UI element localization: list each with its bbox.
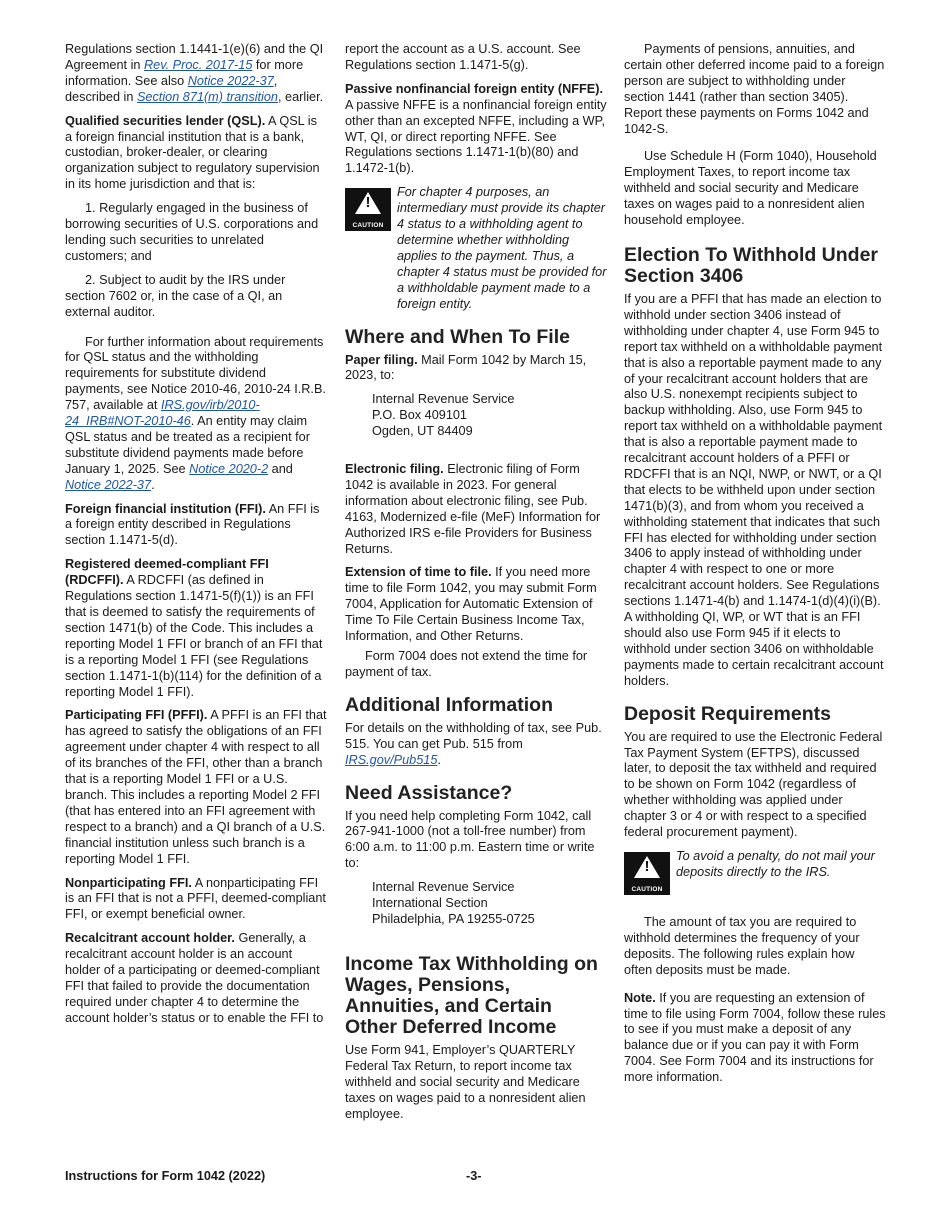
- qsl-item-2: 2. Subject to audit by the IRS under section 7602 or, in the case of a QI, an external auditor.: [65, 272, 286, 319]
- rdcffi-definition: Registered deemed-compliant FFI (RDCFFI). A RDCFFI (as defined in Regulations section 1.1471-5(f)(1)) is an FFI that is deemed to satisfy the requirements of section 1471(b) of the Code. This includes a reporting Model 1 FFI or branch of an FFI that is a reporting Model 1 FFI (see Regulations section 1.1471-1(b)(114) for the definition of a reporting Model 1 FFI).: [65, 557, 323, 699]
- extension-note: Note. If you are requesting an extension of time to file using Form 7004, follow these rules to see if you must make a deposit of any balance due or if you can pay it with Form 7004. See Form 7004 and its instructions for more information.: [624, 990, 886, 1085]
- additional-info-heading: Additional Information: [345, 693, 553, 716]
- footer-page-number: -3-: [466, 1169, 482, 1183]
- election-heading: Election To Withhold Under Section 3406: [624, 243, 879, 287]
- extension-heading: Extension of time to file.: [345, 565, 492, 580]
- nonparticipating-ffi-heading: Nonparticipating FFI.: [65, 875, 192, 890]
- pub515-link[interactable]: IRS.gov/Pub515: [345, 752, 438, 767]
- need-assistance-heading: Need Assistance?: [345, 781, 513, 804]
- schedule-h-paragraph: Use Schedule H (Form 1040), Household Employment Taxes, to report income tax withheld and social security and Medicare taxes on wages paid to a nonresident alien household employee.: [624, 149, 877, 228]
- caution-note-chapter4: [345, 185, 607, 312]
- qsl-item-1: 1. Regularly engaged in the business of borrowing securities of U.S. corporations and lending such securities to unrelated customers; and: [65, 201, 319, 263]
- income-tax-withholding-body: Use Form 941, Employer’s QUARTERLY Federal Tax Return, to report income tax withheld and social security and Medicare taxes on wages paid to a nonresident alien employee.: [345, 1042, 586, 1121]
- caution-icon: ! CAUTION: [624, 852, 670, 895]
- election-body: If you are a PFFI that has made an election to withhold under section 3406 instead of withholding under chapter 4, use Form 945 to report tax withheld on a withholdable payment that is also a reportable payment made to any of your recalcitrant account holders that are also U.S. nonexempt recipients subject to backup withholding. Also, use Form 945 to report tax withheld on a withholdable payment that is also a reportable payment made to recalcitrant account holders of a PFFI or RDCFFI that is an NQI, NWP, or NWT, or a QI that elects to be withheld upon under section 1471(b)(3), and from whom you received a withholding statement that indicates that such FFI has elected for withholding under section 3406 to apply instead of withholding under chapter 4 with respect to one or more recalcitrant account holders. See Regulations sections 1.1471-4(b) and 1.1474-1(d)(4)(i)(B). A withholding QI, WP, or WT that is an FFI should also use Form 945 if it elects to withhold under section 3406 on withholdable payments made to certain recalcitrant account holders.: [624, 291, 884, 688]
- nffe-heading: Passive nonfinancial foreign entity (NFFE).: [345, 81, 604, 96]
- notice-2022-37-link[interactable]: Notice 2022-37: [187, 73, 274, 88]
- income-tax-withholding-heading: Income Tax Withholding on Wages, Pensions, Annuities, and Certain Other Deferred Income: [345, 952, 598, 1038]
- caution-note-deposits: [624, 849, 886, 895]
- paper-filing-heading: Paper filing.: [345, 352, 418, 367]
- column-2: [345, 42, 607, 1130]
- deposit-requirements-heading: Deposit Requirements: [624, 702, 831, 725]
- recalcitrant-definition: Recalcitrant account holder. Generally, a recalcitrant account holder is an account holder of a participating or deemed-compliant FFI that failed to provide the documentation required under chapter 4 to determine the account holder’s status or to enable the FFI to: [65, 931, 324, 1025]
- nffe-definition: Passive nonfinancial foreign entity (NFFE). A passive NFFE is a nonfinancial foreign entity other than an excepted NFFE, including a WP, WT, QI, or direct reporting NFFE. See Regulations sections 1.1471-1(b)(80) and 1.1472-1(b).: [345, 81, 607, 176]
- column-3: [624, 42, 886, 1094]
- need-assistance-body: If you need help completing Form 1042, call 267-941-1000 (not a toll-free number) from 6:00 a.m. to 11:00 p.m. Eastern time or write to:: [345, 808, 595, 871]
- extension-of-time: Extension of time to file. If you need more time to file Form 1042, you may submit Form 7004, Application for Automatic Extension of Time To File Certain Business Income Tax, Information, and Other Returns.: [345, 565, 597, 644]
- electronic-filing-heading: Electronic filing.: [345, 462, 444, 477]
- rev-proc-2017-15-link[interactable]: Rev. Proc. 2017-15: [144, 57, 253, 72]
- recalcitrant-heading: Recalcitrant account holder.: [65, 931, 235, 946]
- nonparticipating-ffi-definition: Nonparticipating FFI. A nonparticipating FFI is an FFI that is not a PFFI, deemed-compliant FFI, or exempt beneficial owner.: [65, 875, 326, 922]
- note-heading: Note.: [624, 990, 656, 1005]
- philadelphia-address: Internal Revenue Service International Section Philadelphia, PA 19255-0725: [372, 880, 535, 926]
- qsl-definition: Qualified securities lender (QSL). A QSL is a foreign financial institution that is a bank, custodian, broker-dealer, or clearing organization subject to regulatory supervision in its home jurisdiction and that is:: [65, 113, 320, 192]
- footer-form-title: Instructions for Form 1042 (2022): [65, 1169, 266, 1183]
- form-7004-note: Form 7004 does not extend the time for payment of tax.: [345, 649, 588, 679]
- pffi-definition: Participating FFI (PFFI). A PFFI is an FFI that has agreed to satisfy the obligations of an FFI agreement under chapter 4 with respect to all of its branches of the FFI, other than a branch that is a reporting Model 1 FFI or a U.S. branch. This includes a reporting Model 2 FFI (that has entered into an FFI agreement with respect to a branch) and a QI branch of a U.S. financial institution unless such branch is a reporting Model 1 FFI.: [65, 708, 327, 866]
- deposit-requirements-body: You are required to use the Electronic Federal Tax Payment System (EFTPS), discussed later, to deposit the tax withheld and required to be shown on Form 1042 (regardless of whether withholding was applied under chapter 3 or 4 or with respect to a specified federal procurement payment).: [624, 729, 883, 840]
- recalcitrant-continued: report the account as a U.S. account. See Regulations section 1.1471-5(g).: [345, 42, 581, 72]
- paper-filing: Paper filing. Mail Form 1042 by March 15, 2023, to:: [345, 352, 587, 383]
- notice-2022-37-link-2[interactable]: Notice 2022-37: [65, 477, 152, 492]
- qsl-heading: Qualified securities lender (QSL).: [65, 113, 266, 128]
- caution-label: CAUTION: [352, 222, 384, 230]
- additional-info-body: For details on the withholding of tax, see Pub. 515. You can get Pub. 515 from IRS.gov/Pub515.: [345, 720, 602, 767]
- caution-text: To avoid a penalty, do not mail your deposits directly to the IRS.: [676, 848, 875, 879]
- pensions-paragraph: Payments of pensions, annuities, and certain other deferred income paid to a foreign person are subject to withholding under section 1441 (rather than section 3405). Report these payments on Forms 1042 and 1042-S.: [624, 42, 885, 136]
- ogden-address: Internal Revenue Service P.O. Box 409101 Ogden, UT 84409: [372, 392, 515, 439]
- irb-2010-24-link[interactable]: IRS.gov/irb/2010-24_IRB#NOT-2010-46: [65, 398, 260, 429]
- where-when-heading: Where and When To File: [345, 325, 570, 348]
- notice-2020-2-link[interactable]: Notice 2020-2: [189, 461, 269, 476]
- caution-label: CAUTION: [631, 885, 663, 893]
- electronic-filing: Electronic filing. Electronic filing of Form 1042 is available in 2023. For general information about electronic filing, see Pub. 4163, Modernized e-file (MeF) Information for Authorized IRS e-file Providers for Business Returns.: [345, 462, 601, 556]
- section-871m-transition-link[interactable]: Section 871(m) transition: [136, 89, 278, 104]
- intro-paragraph: Regulations section 1.1441-1(e)(6) and the QI Agreement in Rev. Proc. 2017-15 for more information. See also Notice 2022-37, described in Section 871(m) transition, earlier.: [65, 42, 324, 104]
- rdcffi-heading: Registered deemed-compliant FFI (RDCFFI).: [65, 557, 269, 588]
- pffi-heading: Participating FFI (PFFI).: [65, 708, 208, 723]
- caution-text: For chapter 4 purposes, an intermediary must provide its chapter 4 status to a withholding agent to determine whether withholding applies to the payment. Thus, a chapter 4 status must be provided for a withholdable payment made to a foreign entity.: [397, 185, 607, 311]
- ffi-heading: Foreign financial institution (FFI).: [65, 501, 266, 516]
- qsl-further-info: For further information about requirements for QSL status and the withholding requirements for substitute dividend payments, see Notice 2010-46, 2010-24 I.R.B. 757, available at IRS.gov/irb/2010-24_IRB#NOT-2010-46. An entity may claim QSL status and be treated as a recipient for substitute dividend payments made before January 1, 2025. See Notice 2020-2 and Notice 2022-37.: [65, 334, 326, 492]
- deposit-frequency-paragraph: The amount of tax you are required to withhold determines the frequency of your deposits. The following rules explain how often deposits must be made.: [624, 914, 860, 977]
- column-1: [65, 42, 327, 1035]
- caution-icon: ! CAUTION: [345, 188, 391, 231]
- ffi-definition: Foreign financial institution (FFI). An FFI is a foreign entity described in Regulations section 1.1471-5(d).: [65, 501, 320, 548]
